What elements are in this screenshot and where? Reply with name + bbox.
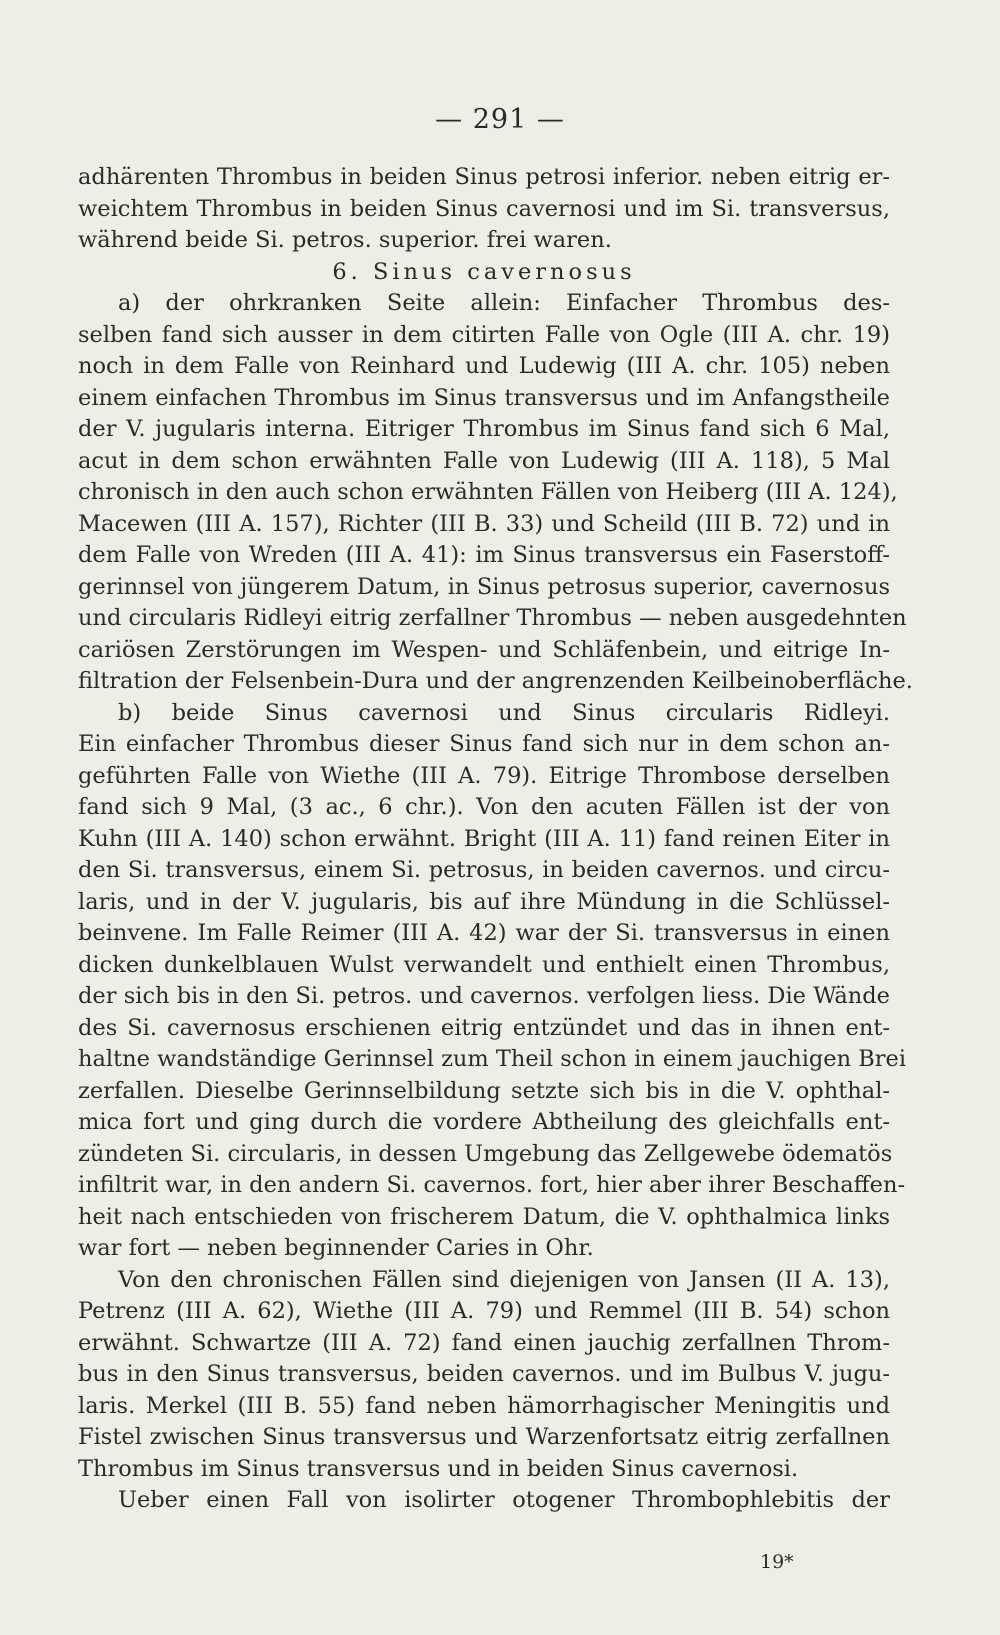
text-line: Fistel zwischen Sinus transversus und Warzenfortsatz eitrig zerfallnen — [78, 1424, 890, 1450]
text-line: während beide Si. petros. superior. frei waren. — [78, 227, 612, 253]
text-line: chronisch in den auch schon erwähnten Fällen von Heiberg (III A. 124), — [78, 479, 898, 505]
text-line: fand sich 9 Mal, (3 ac., 6 chr.). Von den acuten Fällen ist der von — [78, 794, 890, 820]
text-line: geführten Falle von Wiethe (III A. 79). Eitrige Thrombose derselben — [78, 762, 890, 789]
text-line: cariösen Zerstörungen im Wespen- und Schläfenbein, und eitrige In- — [78, 636, 890, 663]
text-line: laris, und in der V. jugularis, bis auf ihre Mündung in die Schlüssel- — [78, 888, 890, 915]
body-text — [78, 162, 913, 1517]
text-line: des Si. cavernosus erschienen eitrig entzündet und das in ihnen ent- — [78, 1014, 890, 1041]
text-line: war fort — neben beginnender Caries in Ohr. — [78, 1235, 594, 1261]
text-line: zündeten Si. circularis, in dessen Umgebung das Zellgewebe ödematös — [78, 1140, 893, 1167]
page-number: — 291 — — [435, 104, 565, 135]
text-line: weichtem Thrombus in beiden Sinus cavernosi und im Si. transversus, — [78, 195, 890, 222]
text-line: heit nach entschieden von frischerem Datum, die V. ophthalmica links — [78, 1203, 890, 1230]
text-line: acut in dem schon erwähnten Falle von Ludewig (III A. 118), 5 Mal — [78, 447, 890, 474]
text-line: den Si. transversus, einem Si. petrosus, in beiden cavernos. und circu- — [78, 857, 890, 883]
text-line: dem Falle von Wreden (III A. 41): im Sinus transversus ein Faserstoff- — [78, 542, 890, 568]
text-line: Ueber einen Fall von isolirter otogener Thrombophlebitis der — [118, 1487, 890, 1513]
text-line: Macewen (III A. 157), Richter (III B. 33) und Scheild (III B. 72) und in — [78, 510, 890, 537]
text-line: und circularis Ridleyi eitrig zerfallner Thrombus — neben ausgedehnten — [78, 605, 907, 631]
text-line: haltne wandständige Gerinnsel zum Theil schon in einem jauchigen Brei — [78, 1046, 907, 1072]
text-line: der sich bis in den Si. petros. und cavernos. verfolgen liess. Die Wände — [78, 983, 890, 1009]
text-line: dicken dunkelblauen Wulst verwandelt und enthielt einen Thrombus, — [78, 951, 890, 978]
text-line: adhärenten Thrombus in beiden Sinus petrosi inferior. neben eitrig er- — [78, 164, 890, 190]
text-line: Von den chronischen Fällen sind diejenigen von Jansen (II A. 13), — [118, 1266, 890, 1293]
subsection-heading: b) beide Sinus cavernosi und Sinus circularis Ridleyi. — [118, 699, 890, 726]
text-line: Ein einfacher Thrombus dieser Sinus fand sich nur in dem schon an- — [78, 731, 890, 757]
text-line: Kuhn (III A. 140) schon erwähnt. Bright (III A. 11) fand reinen Eiter in — [78, 825, 890, 852]
text-line: der V. jugularis interna. Eitriger Thrombus im Sinus fand sich 6 Mal, — [78, 416, 890, 442]
text-line: filtration der Felsenbein-Dura und der angrenzenden Keilbeinoberfläche. — [78, 668, 913, 694]
text-line: selben fand sich ausser in dem citirten Falle von Ogle (III A. chr. 19) — [78, 321, 890, 348]
text-line: Thrombus im Sinus transversus und in beiden Sinus cavernosi. — [78, 1455, 799, 1482]
section-heading: 6. Sinus cavernosus — [332, 258, 636, 285]
text-line: einem einfachen Thrombus im Sinus transversus und im Anfangstheile — [78, 384, 890, 411]
text-line: mica fort und ging durch die vordere Abtheilung des gleichfalls ent- — [78, 1109, 890, 1135]
signature-mark: 19* — [760, 1551, 794, 1573]
text-line: infiltrit war, in den andern Si. cavernos. fort, hier aber ihrer Beschaffen- — [78, 1172, 906, 1198]
text-line: Petrenz (III A. 62), Wiethe (III A. 79) und Remmel (III B. 54) schon — [78, 1298, 890, 1324]
text-line: noch in dem Falle von Reinhard und Ludewig (III A. chr. 105) neben — [78, 353, 890, 379]
subsection-heading: a) der ohrkranken Seite allein: Einfacher Thrombus des- — [118, 290, 890, 316]
text-line: bus in den Sinus transversus, beiden cavernos. und im Bulbus V. jugu- — [78, 1361, 890, 1387]
text-line: zerfallen. Dieselbe Gerinnselbildung setzte sich bis in die V. ophthal- — [78, 1077, 890, 1104]
text-line: erwähnt. Schwartze (III A. 72) fand einen jauchig zerfallnen Throm- — [78, 1329, 890, 1356]
text-line: laris. Merkel (III B. 55) fand neben hämorrhagischer Meningitis und — [78, 1392, 890, 1419]
text-line: beinvene. Im Falle Reimer (III A. 42) war der Si. transversus in einen — [78, 920, 890, 946]
text-line: gerinnsel von jüngerem Datum, in Sinus petrosus superior, cavernosus — [78, 573, 890, 600]
